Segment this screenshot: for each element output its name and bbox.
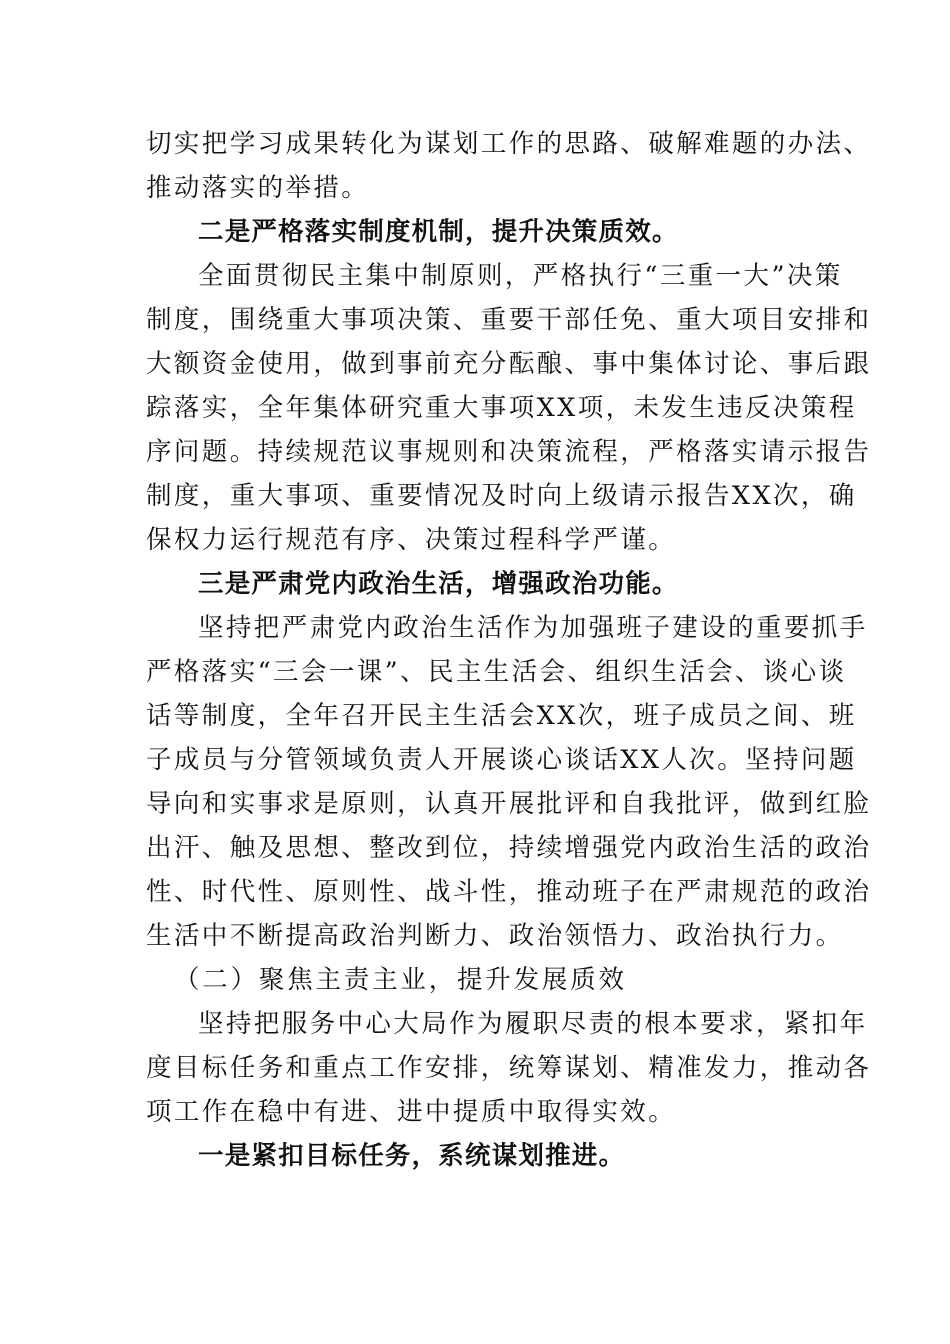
text-line: 保权力运行规范有序、决策过程科学严谨。: [146, 525, 677, 555]
paragraph-continuation: [146, 122, 872, 210]
text-line: 序问题。持续规范议事规则和决策流程，严格落实请示报告: [146, 437, 872, 467]
text-line: 全面贯彻民主集中制原则，严格执行“三重一大”决策: [198, 261, 843, 291]
bold-heading-1: 一是紧扣目标任务，系统谋划推进。: [198, 1141, 626, 1171]
text-line: 度目标任务和重点工作安排，统筹谋划、精准发力，推动各: [146, 1053, 872, 1083]
text-line: 制度，重大事项、重要情况及时向上级请示报告XX次，确: [146, 481, 857, 511]
text-line: 踪落实，全年集体研究重大事项XX项，未发生违反决策程: [146, 393, 857, 423]
text-line: 推动落实的举措。: [146, 173, 370, 203]
bold-heading-2: 二是严格落实制度机制，提升决策质效。: [198, 217, 679, 247]
text-line: 性、时代性、原则性、战斗性，推动班子在严肃规范的政治: [146, 877, 872, 907]
text-line: 子成员与分管领域负责人开展谈心谈话XX人次。坚持问题: [146, 745, 857, 775]
paragraph-core-business: [146, 1002, 872, 1134]
text-line: 切实把学习成果转化为谋划工作的思路、破解难题的办法、: [146, 129, 872, 159]
text-line: 出汗、触及思想、整改到位，持续增强党内政治生活的政治: [146, 833, 872, 863]
text-line: 制度，围绕重大事项决策、重要干部任免、重大项目安排和: [146, 305, 872, 335]
paragraph-political-life: [146, 606, 872, 958]
text-line: 大额资金使用，做到事前充分酝酿、事中集体讨论、事后跟: [146, 349, 872, 379]
text-line: 坚持把服务中心大局作为履职尽责的根本要求，紧扣年: [198, 1009, 868, 1039]
bold-heading-3: 三是严肃党内政治生活，增强政治功能。: [198, 569, 679, 599]
document-page: [146, 122, 872, 1178]
text-line: 话等制度，全年召开民主生活会XX次，班子成员之间、班: [146, 701, 857, 731]
text-line: 生活中不断提高政治判断力、政治领悟力、政治执行力。: [146, 921, 844, 951]
text-line: 严格落实“三会一课”、民主生活会、组织生活会、谈心谈: [146, 657, 847, 687]
text-line: 坚持把严肃党内政治生活作为加强班子建设的重要抓手: [198, 613, 868, 643]
text-line: 项工作在稳中有进、进中提质中取得实效。: [146, 1097, 677, 1127]
text-line: 导向和实事求是原则，认真开展批评和自我批评，做到红脸: [146, 789, 872, 819]
section-heading: （二）聚焦主责主业，提升发展质效: [174, 965, 627, 995]
paragraph-decision-system: [146, 254, 872, 562]
